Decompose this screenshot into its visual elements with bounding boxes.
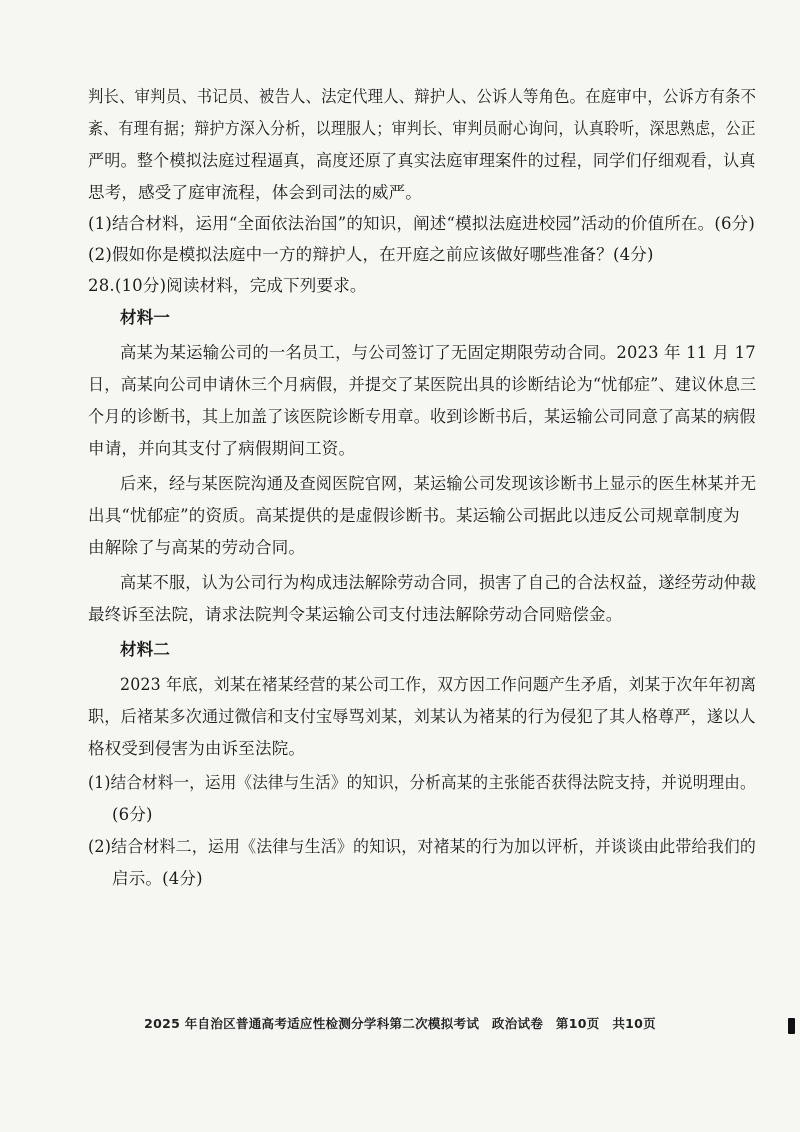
text-line: 思考，感受了庭审流程，体会到司法的威严。	[88, 183, 422, 202]
text-line: 出具“忧郁症”的资质。高某提供的是虚假诊断书。某运输公司据此以违反公司规章制度为	[88, 506, 740, 525]
text-line: 由解除了与高某的劳动合同。	[88, 538, 306, 557]
text-line: 严明。整个模拟法庭过程逼真，高度还原了真实法庭审理案件的过程，同学们仔细观看，认真	[88, 151, 756, 170]
text-line: 高某不服，认为公司行为构成违法解除劳动合同，损害了自己的合法权益，遂经劳动仲裁	[120, 573, 757, 592]
text-line: 最终诉至法院，请求法院判令某运输公司支付违法解除劳动合同赔偿金。	[88, 605, 623, 624]
text-line: 紊、有理有据；辩护方深入分析，以理服人；审判长、审判员耐心询问，认真聆听，深思熟虑，公正	[88, 119, 756, 138]
question-28-1-score: (6分)	[112, 805, 153, 824]
question-28-2: (2)结合材料二，运用《法律与生活》的知识，对褚某的行为加以评析，并谈谈由此带给我们的	[88, 837, 756, 856]
text-line: 职，后褚某多次通过微信和支付宝辱骂刘某，刘某认为褚某的行为侵犯了其人格尊严，遂以人	[88, 707, 756, 726]
question-28-heading: 28.(10分)阅读材料，完成下列要求。	[88, 276, 367, 295]
question-27-1: (1)结合材料，运用“全面依法治国”的知识，阐述“模拟法庭进校园”活动的价值所在。(6分)	[88, 214, 755, 233]
text-line: 后来，经与某医院沟通及查阅医院官网，某运输公司发现该诊断书上显示的医生林某并无	[120, 474, 757, 493]
scan-edge-mark	[788, 1018, 795, 1034]
material-one-heading: 材料一	[120, 308, 171, 327]
material-two-heading: 材料二	[120, 640, 171, 659]
question-27-2: (2)假如你是模拟法庭中一方的辩护人，在开庭之前应该做好哪些准备？(4分)	[88, 245, 654, 264]
text-line: 判长、审判员、书记员、被告人、法定代理人、辩护人、公诉人等角色。在庭审中，公诉方有条不	[88, 87, 757, 106]
page-footer: 2025 年自治区普通高考适应性检测分学科第二次模拟考试 政治试卷 第10页 共10页	[144, 1016, 656, 1031]
text-line: 高某为某运输公司的一名员工，与公司签订了无固定期限劳动合同。2023 年 11 月 17	[120, 343, 756, 362]
question-28-1: (1)结合材料一，运用《法律与生活》的知识，分析高某的主张能否获得法院支持，并说明理由。	[88, 773, 756, 792]
text-line: 个月的诊断书，其上加盖了该医院诊断专用章。收到诊断书后，某运输公司同意了高某的病假	[88, 407, 756, 426]
text-line: 申请，并向其支付了病假期间工资。	[88, 439, 356, 458]
text-line: 格权受到侵害为由诉至法院。	[88, 739, 306, 758]
text-line: 日，高某向公司申请休三个月病假，并提交了某医院出具的诊断结论为“忧郁症”、建议休息三	[88, 375, 757, 394]
question-28-2-cont: 启示。(4分)	[112, 869, 203, 888]
text-line: 2023 年底，刘某在褚某经营的某公司工作，双方因工作问题产生矛盾，刘某于次年年初离	[120, 675, 757, 694]
